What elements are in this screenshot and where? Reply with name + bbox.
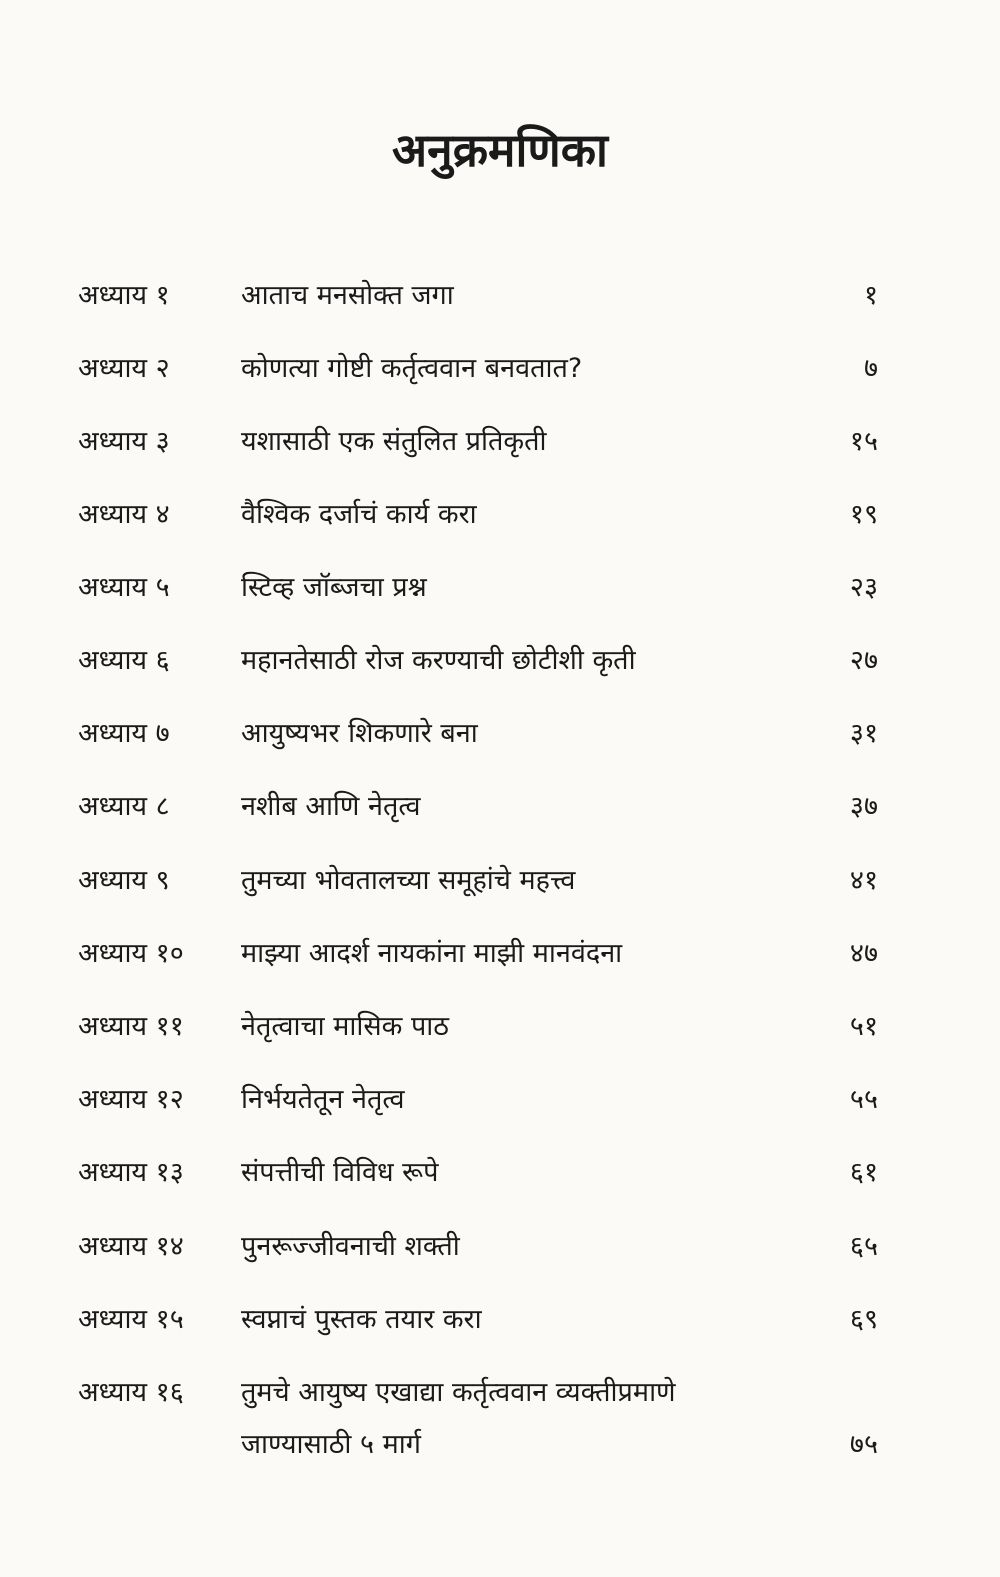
page-title: अनुक्रमणिका: [392, 123, 608, 177]
chapter-title: यशासाठी एक संतुलित प्रतिकृती: [241, 426, 547, 457]
page-number: ६५: [849, 1231, 878, 1262]
page-number: ७५: [849, 1429, 878, 1460]
chapter-title-line: जाण्यासाठी ५ मार्ग: [241, 1429, 421, 1460]
chapter-label: अध्याय १५: [78, 1304, 184, 1335]
chapter-label: अध्याय ११: [78, 1011, 184, 1042]
chapter-title-line: तुमचे आयुष्य एखाद्या कर्तृत्ववान व्यक्तीप्रमाणे: [241, 1377, 676, 1408]
chapter-title: माझ्या आदर्श नायकांना माझी मानवंदना: [241, 938, 623, 969]
chapter-label: अध्याय ४: [78, 499, 170, 530]
chapter-title: निर्भयतेतून नेतृत्व: [241, 1084, 405, 1115]
chapter-label: अध्याय ५: [78, 572, 170, 603]
chapter-title: [241, 1374, 801, 1464]
chapter-title: कोणत्या गोष्टी कर्तृत्ववान बनवतात?: [241, 353, 583, 384]
page-number: ४१: [849, 865, 878, 896]
page-number: ३७: [849, 791, 878, 822]
chapter-title: वैश्विक दर्जाचं कार्य करा: [241, 499, 477, 530]
chapter-label: अध्याय ६: [78, 645, 170, 676]
chapter-label: अध्याय १: [78, 280, 170, 311]
chapter-label: अध्याय १३: [78, 1157, 184, 1188]
chapter-title: महानतेसाठी रोज करण्याची छोटीशी कृती: [241, 645, 636, 676]
chapter-title: पुनरूज्जीवनाची शक्ती: [241, 1231, 460, 1262]
chapter-title: नेतृत्वाचा मासिक पाठ: [241, 1011, 449, 1042]
page-number: १९: [849, 499, 878, 530]
chapter-title: तुमच्या भोवतालच्या समूहांचे महत्त्व: [241, 865, 576, 896]
page-number: १: [863, 280, 878, 311]
chapter-label: अध्याय ७: [78, 718, 170, 749]
chapter-label: अध्याय ९: [78, 865, 170, 896]
chapter-label: अध्याय १०: [78, 938, 184, 969]
chapter-label: अध्याय २: [78, 353, 170, 384]
chapter-title: संपत्तीची विविध रूपे: [241, 1157, 439, 1188]
page-number: ३१: [849, 718, 878, 749]
page-number: ५१: [849, 1011, 878, 1042]
chapter-title: स्वप्नाचं पुस्तक तयार करा: [241, 1304, 482, 1335]
page-number: ६१: [849, 1157, 878, 1188]
page-number: २३: [849, 572, 878, 603]
toc-entry[interactable]: [0, 1374, 1000, 1470]
chapter-label: अध्याय १२: [78, 1084, 184, 1115]
chapter-label: अध्याय १६: [78, 1377, 184, 1408]
page-number: ७: [863, 353, 878, 384]
chapter-label: अध्याय ३: [78, 426, 170, 457]
page-number: ४७: [849, 938, 878, 969]
chapter-title: आयुष्यभर शिकणारे बना: [241, 718, 478, 749]
chapter-title: नशीब आणि नेतृत्व: [241, 791, 421, 822]
page-number: २७: [849, 645, 878, 676]
chapter-title: स्टिव्ह जॉब्जचा प्रश्न: [241, 572, 427, 603]
page-number: १५: [849, 426, 878, 457]
chapter-title: आताच मनसोक्त जगा: [241, 280, 454, 311]
page-number: ६९: [849, 1304, 878, 1335]
chapter-label: अध्याय ८: [78, 791, 170, 822]
page-number: ५५: [849, 1084, 878, 1115]
chapter-label: अध्याय १४: [78, 1231, 184, 1262]
